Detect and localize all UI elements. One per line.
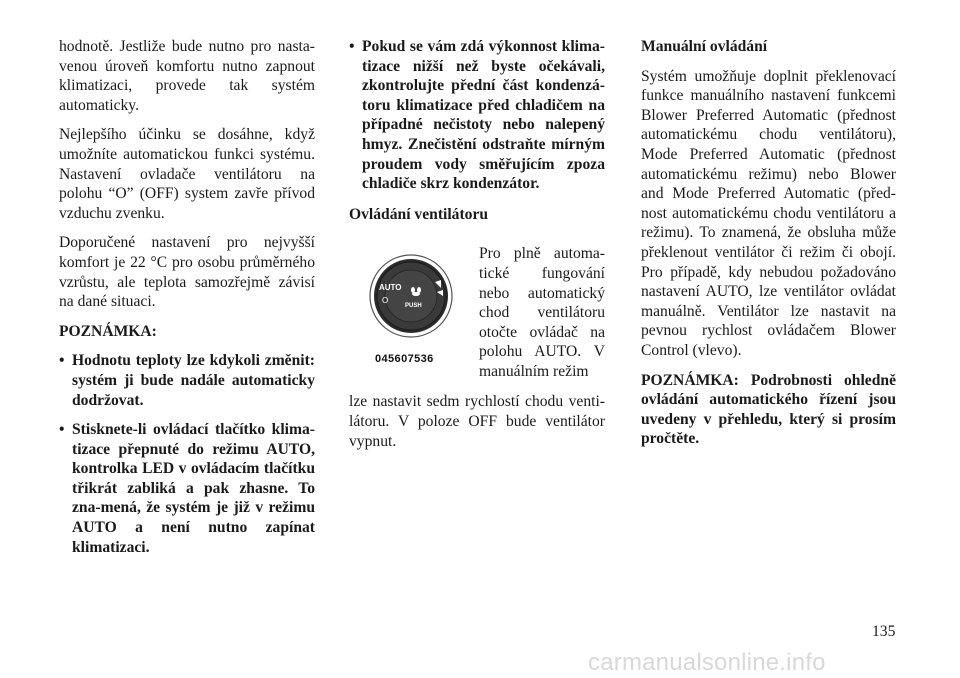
note-heading: POZNÁMKA: bbox=[59, 322, 157, 340]
knob-auto-label: AUTO bbox=[379, 283, 402, 293]
paragraph: lze nastavit sedm rychlostí chodu venti-látoru. V poloze OFF bude ventilátor vypnut. bbox=[349, 393, 605, 450]
bullet-item bbox=[59, 351, 315, 410]
bullet-icon: • bbox=[59, 352, 65, 370]
bullet-item bbox=[349, 37, 605, 194]
knob-off-label: O bbox=[382, 296, 389, 306]
paragraph: Nejlepšího účinku se dosáhne, když umožníte automatickou funkci systému. Nastavení ovladače ventilátoru na polohu “O” (OFF) system zavře přívod vzduchu zvenku. bbox=[59, 126, 315, 222]
fan-control-knob-image bbox=[361, 254, 461, 338]
paragraph: hodnotě. Jestliže bude nutno pro nasta-venou úroveň komfortu nutno zapnout klimatizaci, provede tak systém automaticky. bbox=[59, 38, 315, 114]
bullet-text: Pokud se vám zdá výkonnost klima-tizace nižší než byste očekávali, zkontrolujte přední část kondenzá-toru klimatizace před chladičem na případné nečistoty nebo nalepený hmyz. Znečistění odstraňte mírným proudem vody směřujícím zpoza chladiče skrz kondenzátor. bbox=[362, 38, 605, 193]
figure-side-text: Pro plně automa-tické fungování nebo automatický chod ventilátoru otočte ovládač na polohu AUTO. V manuálním režim bbox=[479, 245, 605, 380]
figure-caption: 045607536 bbox=[375, 353, 434, 366]
knob-push-label: PUSH bbox=[405, 303, 422, 310]
bullet-item bbox=[59, 420, 315, 557]
section-heading: Ovládání ventilátoru bbox=[349, 205, 489, 223]
section-heading: Manuální ovládání bbox=[641, 38, 768, 55]
watermark: carmanualsonline.info bbox=[588, 649, 826, 676]
bullet-text: Hodnotu teploty lze kdykoli změnit: systém ji bude nadále automaticky dodržovat. bbox=[72, 352, 315, 409]
figure-block bbox=[349, 244, 605, 392]
note-paragraph: POZNÁMKA: Podrobnosti ohledně ovládání automatického řízení jsou uvedeny v přehledu, který si prosím pročtěte. bbox=[641, 371, 896, 448]
paragraph: Systém umožňuje doplnit překlenovací funkce manuálního nastavení funkcemi Blower Preferred Automatic (přednost automatickému chodu ventilátoru), Mode Preferred Automatic (přednost automatickému režimu) nebo Blower and Mode Preferred Automatic (před-nost automatickému chodu ventilátoru a režimu). To znamená, že obsluha může překlenout ventilátor či režim či obojí. Pro případě, kdy nebudou požadováno nastavení AUTO, lze ventilátor ovládat manuálně. Ventilátor lze nastavit na pevnou rychlost ovládačem Blower Control (vlevo). bbox=[641, 67, 896, 359]
column-left bbox=[59, 37, 315, 557]
bullet-icon: • bbox=[59, 421, 65, 439]
page-number: 135 bbox=[872, 623, 896, 640]
column-middle bbox=[349, 37, 605, 451]
paragraph: Doporučené nastavení pro nejvyšší komfort je 22 °C pro osobu průměrného vzrůstu, ale teplota samozřejmě závisí na dané situaci. bbox=[59, 234, 315, 311]
bullet-text: Stisknete-li ovládací tlačítko klima-tizace přepnuté do režimu AUTO, kontrolka LED v ovládacím tlačítku třikrát zabliká a pak zhasne. To zna-mená, že systém je již v režimu AUTO a není nutno zapínat klimatizaci. bbox=[72, 421, 315, 556]
column-right bbox=[641, 37, 896, 449]
bullet-icon: • bbox=[349, 38, 355, 55]
